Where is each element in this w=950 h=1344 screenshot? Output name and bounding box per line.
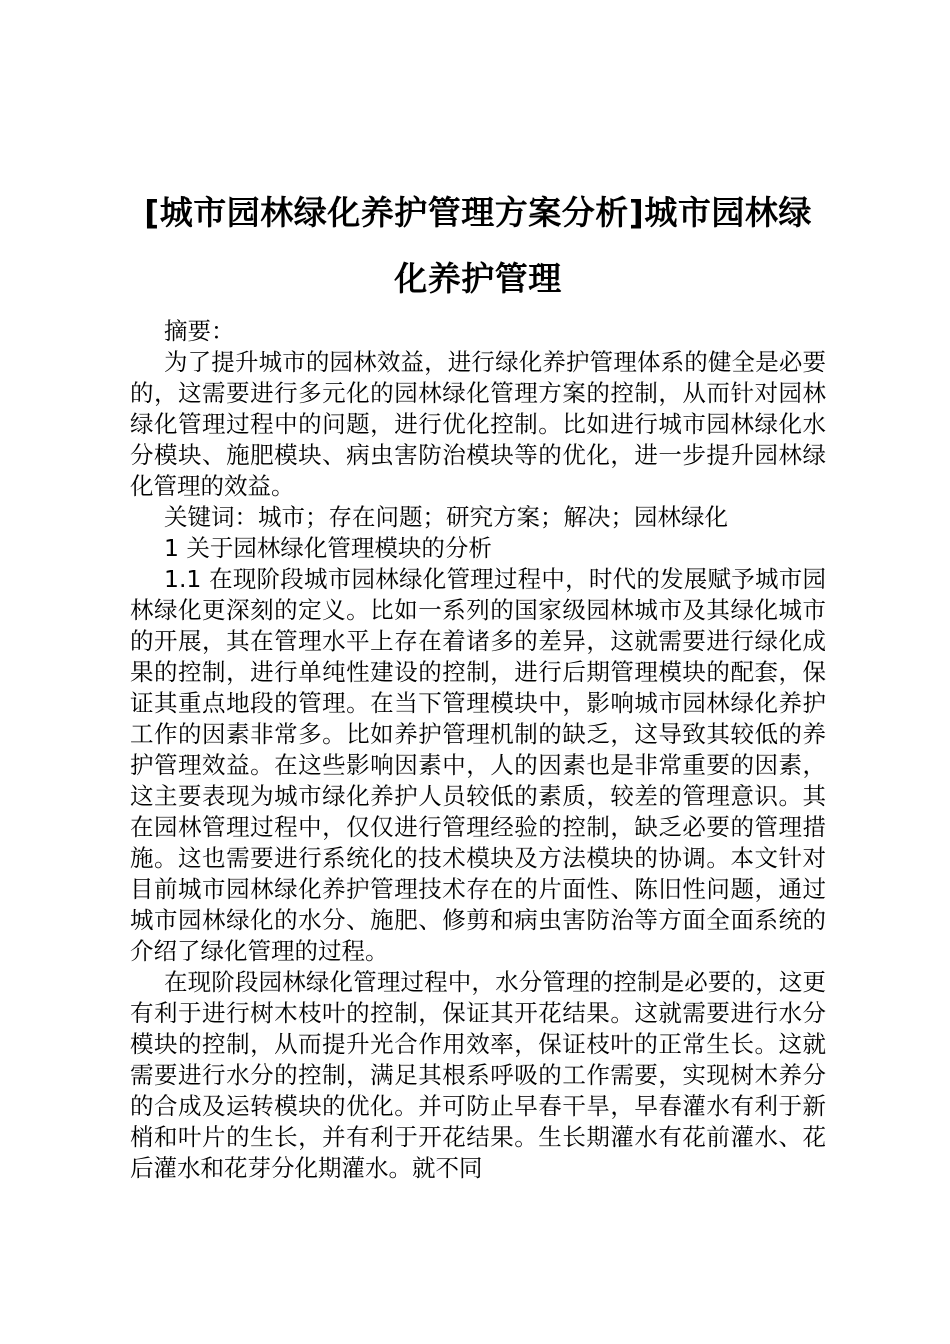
section-heading: 1 关于园林绿化管理模块的分析 bbox=[164, 534, 492, 562]
abstract-heading: 摘要： bbox=[164, 317, 235, 345]
keywords-line: 关键词：城市；存在问题；研究方案；解决；园林绿化 bbox=[164, 503, 728, 531]
body-paragraph: 在现阶段园林绿化管理过程中，水分管理的控制是必要的，这更有利于进行树木枝叶的控制，保证其开花结果。这就需要进行水分模块的控制，从而提升光合作用效率，保证枝叶的正常生长。这就需要进行水分的控制，满足其根系呼吸的工作需要，实现树木养分的合成及运转模块的优化。并可防止早春干旱，早春灌水有利于新梢和叶片的生长，并有利于开花结果。生长期灌水有花前灌水、花后灌水和花芽分化期灌水。就不同 bbox=[130, 968, 826, 1182]
document-title: [城市园林绿化养护管理方案分析]城市园林绿化养护管理 bbox=[144, 193, 812, 298]
body-paragraph: 1.1 在现阶段城市园林绿化管理过程中，时代的发展赋予城市园林绿化更深刻的定义。比如一系列的国家级园林城市及其绿化城市的开展，其在管理水平上存在着诸多的差异，这就需要进行绿化成果的控制，进行单纯性建设的控制，进行后期管理模块的配套，保证其重点地段的管理。在当下管理模块中，影响城市园林绿化养护工作的因素非常多。比如养护管理机制的缺乏，这导致其较低的养护管理效益。在这些影响因素中，人的因素也是非常重要的因素，这主要表现为城市绿化养护人员较低的素质，较差的管理意识。其在园林管理过程中，仅仅进行管理经验的控制，缺乏必要的管理措施。这也需要进行系统化的技术模块及方法模块的协调。本文针对目前城市园林绿化养护管理技术存在的片面性、陈旧性问题，通过城市园林绿化的水分、施肥、修剪和病虫害防治等方面全面系统的介绍了绿化管理的过程。 bbox=[130, 565, 826, 965]
document-body bbox=[130, 316, 826, 1184]
abstract-paragraph: 为了提升城市的园林效益，进行绿化养护管理体系的健全是必要的，这需要进行多元化的园林绿化管理方案的控制，从而针对园林绿化管理过程中的问题，进行优化控制。比如进行城市园林绿化水分模块、施肥模块、病虫害防治模块等的优化，进一步提升园林绿化管理的效益。 bbox=[130, 348, 826, 500]
document-page bbox=[130, 180, 826, 1184]
